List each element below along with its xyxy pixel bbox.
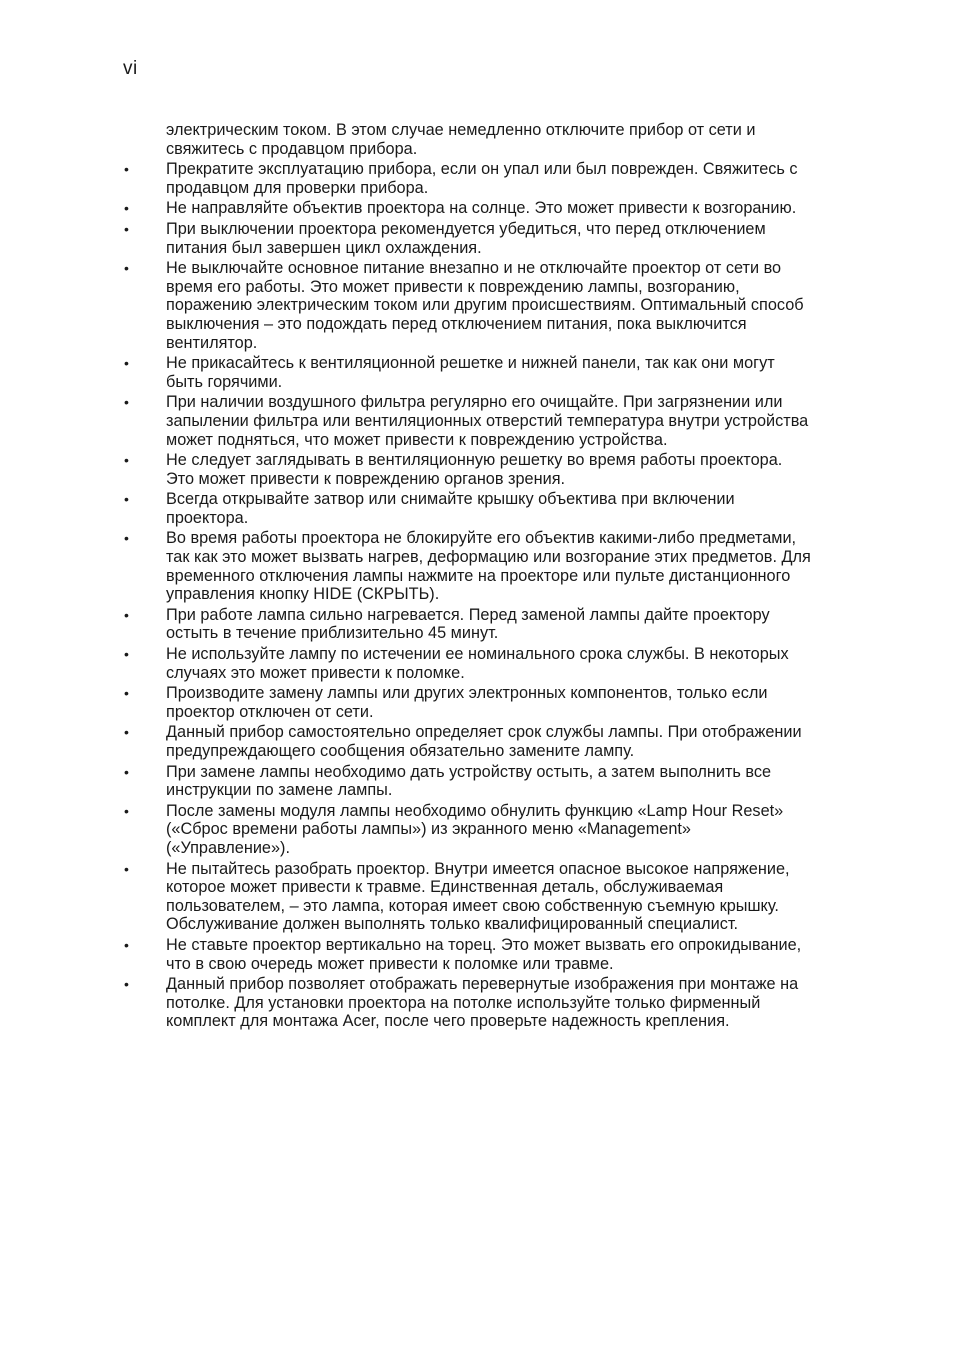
list-item-text: При работе лампа сильно нагревается. Перед заменой лампы дайте проектору остыть в течение приблизительно 45 минут.	[166, 605, 770, 643]
list-item	[122, 160, 812, 197]
list-item-text: Не прикасайтесь к вентиляционной решетке и нижней панели, так как они могут быть горячими.	[166, 354, 775, 391]
list-item-text: Не выключайте основное питание внезапно и не отключайте проектор от сети во время его работы. Это может привести к повреждению лампы, возгоранию, поражению электрическим током или другим происшествиям. Оптимальный способ выключения – это подождать перед отключением питания, пока выключится вентилятор.	[166, 259, 804, 352]
list-item-text: Всегда открывайте затвор или снимайте крышку объектива при включении проектора.	[166, 490, 735, 527]
bullet-icon: •	[124, 161, 129, 178]
bullet-icon: •	[124, 802, 129, 819]
bullet-icon: •	[124, 452, 129, 469]
list-item-text: При замене лампы необходимо дать устройству остыть, а затем выполнить все инструкции по замене лампы.	[166, 762, 772, 800]
list-item	[122, 645, 812, 682]
bullet-icon: •	[124, 724, 129, 741]
list-item	[122, 490, 812, 527]
list-item	[122, 354, 812, 391]
bullet-icon: •	[124, 355, 129, 372]
list-item-text: После замены модуля лампы необходимо обнулить функцию «Lamp Hour Reset» («Сброс времени работы лампы») из экранного меню «Management» («Управление»).	[166, 801, 784, 857]
bullet-icon: •	[124, 763, 129, 780]
list-item	[122, 393, 812, 449]
bullet-icon: •	[124, 220, 129, 237]
list-item-text: Прекратите эксплуатацию прибора, если он упал или был поврежден. Свяжитесь с продавцом для проверки прибора.	[166, 160, 798, 197]
list-item-text: Данный прибор позволяет отображать перевернутые изображения при монтаже на потолке. Для установки проектора на потолке используйте только фирменный комплект для монтажа Acer, после чего проверьте надежность крепления.	[166, 975, 799, 1031]
list-item	[122, 975, 812, 1031]
page-number: vi	[123, 58, 138, 79]
bullet-icon: •	[124, 491, 129, 508]
bullet-icon: •	[124, 394, 129, 411]
list-item	[122, 723, 812, 760]
bullet-icon: •	[124, 936, 129, 953]
list-item-text: При выключении проектора рекомендуется убедиться, что перед отключением питания был завершен цикл охлаждения.	[166, 219, 766, 257]
list-item-text: Производите замену лампы или других электронных компонентов, только если проектор отключен от сети.	[166, 684, 768, 721]
list-item	[122, 220, 812, 257]
list-item-text: Не пытайтесь разобрать проектор. Внутри имеется опасное высокое напряжение, которое может привести к травме. Единственная деталь, обслуживаемая пользователем, – это лампа, которая имеет свою собственную съемную крышку. Обслуживание должен выполнять только квалифицированный специалист.	[166, 859, 790, 934]
list-item-text: Во время работы проектора не блокируйте его объектив какими-либо предметами, так как это может вызвать нагрев, деформацию или возгорание этих предметов. Для временного отключения лампы нажмите на проекторе или пульте дистанционного управления кнопку HIDE (СКРЫТЬ).	[166, 529, 811, 604]
continuation-paragraph: электрическим током. В этом случае немедленно отключите прибор от сети и свяжитесь с продавцом прибора.	[166, 121, 756, 158]
bullet-icon: •	[124, 646, 129, 663]
list-item	[122, 529, 812, 603]
list-item	[122, 451, 812, 488]
list-item-text: Данный прибор самостоятельно определяет срок службы лампы. При отображении предупреждающего сообщения обязательно замените лампу.	[166, 723, 802, 760]
bullet-icon: •	[124, 200, 129, 217]
page-content	[122, 121, 812, 1033]
safety-instructions-list	[122, 160, 812, 1031]
bullet-icon: •	[124, 606, 129, 623]
list-item-text: Не следует заглядывать в вентиляционную решетку во время работы проектора. Это может привести к повреждению органов зрения.	[166, 451, 783, 488]
list-item	[122, 763, 812, 800]
list-item	[122, 684, 812, 721]
list-item	[122, 606, 812, 643]
bullet-icon: •	[124, 260, 129, 277]
list-item	[122, 199, 812, 218]
list-item-text: Не ставьте проектор вертикально на торец. Это может вызвать его опрокидывание, что в свою очередь может привести к поломке или травме.	[166, 935, 802, 973]
list-item-text: При наличии воздушного фильтра регулярно его очищайте. При загрязнении или запылении фильтра или вентиляционных отверстий температура внутри устройства может подняться, что может привести к повреждению устройства.	[166, 393, 809, 449]
bullet-icon: •	[124, 530, 129, 547]
list-item-text: Не используйте лампу по истечении ее номинального срока службы. В некоторых случаях это может привести к поломке.	[166, 645, 789, 682]
list-item	[122, 259, 812, 352]
bullet-icon: •	[124, 976, 129, 993]
list-item	[122, 802, 812, 858]
list-item-text: Не направляйте объектив проектора на солнце. Это может привести к возгоранию.	[166, 199, 797, 218]
list-item	[122, 936, 812, 973]
list-item	[122, 860, 812, 934]
bullet-icon: •	[124, 685, 129, 702]
bullet-icon: •	[124, 860, 129, 877]
